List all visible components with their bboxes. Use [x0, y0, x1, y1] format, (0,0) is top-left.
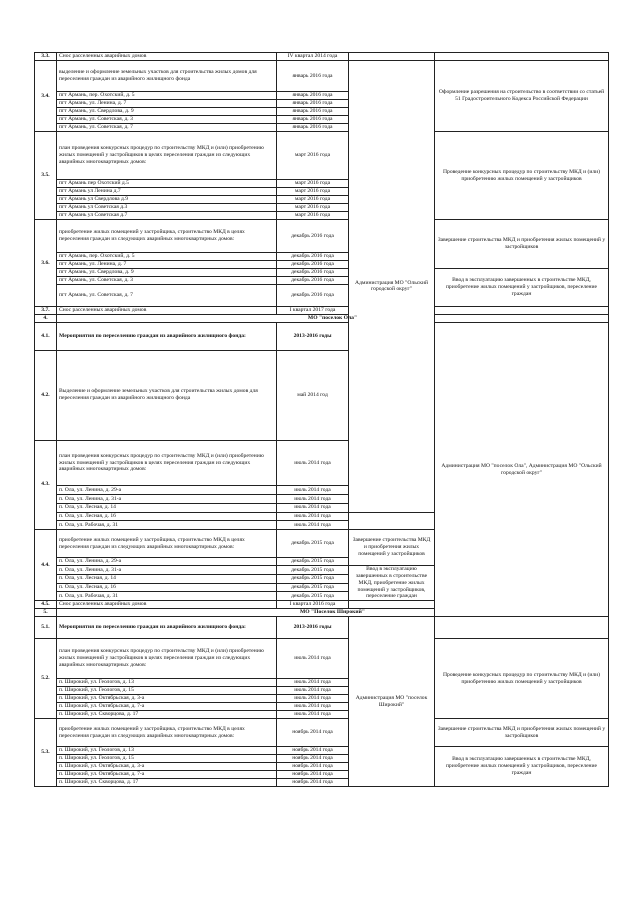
address-cell: пгт Армань, пер. Охотский, д. 5	[57, 253, 277, 261]
measures-table	[34, 52, 609, 787]
section-header	[35, 315, 609, 323]
row-date: июль 2014 года	[277, 440, 349, 486]
row-date: I квартал 2017 года	[277, 307, 349, 315]
row-number: 3.4.	[35, 61, 57, 132]
table-row	[35, 307, 609, 315]
executor-cell: Администрация МО "Ольский городской округ"	[349, 61, 435, 513]
date-cell: декабрь 2015 года	[277, 558, 349, 566]
list-item	[35, 269, 609, 277]
row-text: приобретение жилых помещений у застройщика, строительство МКД в целях переселения граждан из следующих аварийных многоквартирных домов:	[57, 220, 277, 253]
date-cell: декабрь 2016 года	[277, 277, 349, 285]
table-row	[35, 719, 609, 747]
address-cell: п. Широкий, ул. Геологов, д. 13	[57, 747, 277, 755]
result-cell: Проведение конкурсных процедур по строительству МКД и (или) приобретению жилых помещений у застройщиков	[435, 639, 609, 719]
date-cell: декабрь 2015 года	[277, 574, 349, 583]
address-cell: пгт Армань, ул. Свердлова, д. 9	[57, 269, 277, 277]
date-cell: ноябрь 2014 года	[277, 771, 349, 779]
address-cell: п. Ола, ул. Лесная, д. 14	[57, 503, 277, 512]
row-number: 3.7.	[35, 307, 57, 315]
date-cell: ноябрь 2014 года	[277, 763, 349, 771]
address-cell: пгт Армань, ул. Ленина, д. 7	[57, 100, 277, 108]
address-cell: пгт Армань ул Советская д.3	[57, 204, 277, 212]
date-cell: декабрь 2015 года	[277, 583, 349, 592]
date-cell: март 2016 года	[277, 196, 349, 204]
date-cell: март 2016 года	[277, 212, 349, 220]
address-cell: п. Широкий, ул. Геологов, д. 15	[57, 755, 277, 763]
result-cell: Ввод в эксплуатацию завершенных в строительстве МКД, приобретение жилых помещений у застройщиков, переселение граждан	[435, 269, 609, 307]
row-text: Снос расселенных аварийных домов	[57, 307, 277, 315]
address-cell: п. Ола, ул. Рабочая, д. 31	[57, 521, 277, 530]
row-text: выделение и оформление земельных участков для строительства жилых домов для переселения граждан из аварийного жилищного фонда	[57, 61, 277, 92]
row-number: 5.1.	[35, 617, 57, 639]
list-item	[35, 747, 609, 755]
date-cell: декабрь 2016 года	[277, 269, 349, 277]
row-date: IV квартал 2014 года	[277, 53, 349, 61]
row-number: 5.3.	[35, 719, 57, 787]
row-number: 5.2.	[35, 639, 57, 719]
date-cell: ноябрь 2014 года	[277, 755, 349, 763]
address-cell: п. Широкий, ул. Геологов, д. 13	[57, 679, 277, 687]
row-date: июль 2014 года	[277, 639, 349, 679]
address-cell: пгт Армань пер Охотский д.5	[57, 180, 277, 188]
row-date: декабрь 2015 года	[277, 530, 349, 558]
date-cell: июль 2014 года	[277, 521, 349, 530]
address-cell: п. Широкий, ул. Геологов, д. 15	[57, 687, 277, 695]
date-cell: ноябрь 2014 года	[277, 779, 349, 787]
table-row	[35, 617, 609, 639]
document-page	[34, 52, 608, 787]
address-cell: пгт Армань, ул. Советская, д. 7	[57, 285, 277, 307]
executor-cell: Администрация МО "поселок Широкий"	[349, 617, 435, 787]
date-cell: декабрь 2016 года	[277, 253, 349, 261]
row-text: Мероприятия по переселению граждан из аварийного жилищного фонда:	[57, 323, 277, 351]
row-text: Выделение и оформление земельных участков для строительства жилых домов для переселения граждан из аварийного жилищного фонда	[57, 351, 277, 441]
address-cell: пгт Армань ул Советская д.7	[57, 212, 277, 220]
row-date: март 2016 года	[277, 132, 349, 180]
row-number: 4.4.	[35, 530, 57, 601]
address-cell: пгт Армань, ул. Свердлова, д. 9	[57, 108, 277, 116]
row-text: план проведения конкурсных процедур по строительству МКД и (или) приобретению жилых помещений у застройщиков в целях переселения граждан из следующих аварийных многоквартирных домов:	[57, 639, 277, 679]
date-cell: июль 2014 года	[277, 711, 349, 719]
row-text: Снос расселенных аварийных домов	[57, 53, 277, 61]
date-cell: июль 2014 года	[277, 695, 349, 703]
date-cell: июль 2014 года	[277, 687, 349, 695]
row-number: 3.3.	[35, 53, 57, 61]
result-cell: Оформление разрешения на строительство в соответствии со статьей 51 Градостроительного Кодекса Российской Федерации	[435, 61, 609, 132]
date-cell: январь 2016 года	[277, 92, 349, 100]
row-number: 3.5.	[35, 132, 57, 220]
address-cell: п. Широкий, ул. Октябрьская, д. 7-а	[57, 771, 277, 779]
table-row	[35, 53, 609, 61]
address-cell: п. Ола, ул. Лесная, д. 14	[57, 574, 277, 583]
address-cell: п. Широкий, ул. Октябрьская, д. 7-а	[57, 703, 277, 711]
address-cell: п. Широкий, ул. Скворцова, д. 17	[57, 711, 277, 719]
date-cell: декабрь 2016 года	[277, 261, 349, 269]
result-cell: Завершение строительства МКД и приобретения жилых помещений у застройщиков	[349, 530, 435, 566]
executor-cell: Администрация МО "поселок Ола", Администрация МО "Ольский городской округ"	[435, 323, 609, 617]
result-cell: Проведение конкурсных процедур по строительству МКД и (или) приобретению жилых помещений у застройщиков	[435, 132, 609, 220]
row-number: 3.6.	[35, 220, 57, 307]
row-number: 4.1.	[35, 323, 57, 351]
address-cell: п. Широкий, ул. Октябрьская, д. 3-а	[57, 695, 277, 703]
address-cell: п. Ола, ул. Ленина, д. 31-а	[57, 566, 277, 575]
row-date: ноябрь 2014 года	[277, 719, 349, 747]
result-cell: Ввод в эксплуатацию завершенных в строительстве МКД, приобретение жилых помещений у застройщиков, переселение граждан	[349, 566, 435, 601]
row-date: I квартал 2016 года	[277, 601, 349, 609]
date-cell: январь 2016 года	[277, 124, 349, 132]
date-cell: март 2016 года	[277, 180, 349, 188]
address-cell: п. Ола, ул. Рабочая, д. 31	[57, 592, 277, 601]
section-title: МО "поселок Ола"	[57, 315, 609, 323]
row-number: 4.3.	[35, 440, 57, 530]
date-cell: март 2016 года	[277, 188, 349, 196]
address-cell: пгт Армань ул Свердлова д.9	[57, 196, 277, 204]
address-cell: п. Ола, ул. Ленина, д. 29-а	[57, 486, 277, 495]
section-number: 4.	[35, 315, 57, 323]
row-text: план проведения конкурсных процедур по строительству МКД и (или) приобретению жилых помещений у застройщиков в целях переселения граждан из следующих аварийных многоквартирных домов:	[57, 440, 277, 486]
address-cell: п. Широкий, ул. Скворцова, д. 17	[57, 779, 277, 787]
address-cell: пгт Армань, ул. Советская, д. 3	[57, 277, 277, 285]
row-date: 2013-2016 годы	[277, 323, 349, 351]
date-cell: ноябрь 2014 года	[277, 747, 349, 755]
row-date: 2013-2016 годы	[277, 617, 349, 639]
section-header	[35, 609, 609, 617]
row-text: приобретение жилых помещений у застройщика, строительство МКД в целях переселения граждан из следующих аварийных многоквартирных домов:	[57, 719, 277, 747]
row-text: план проведения конкурсных процедур по строительству МКД и (или) приобретению жилых помещений у застройщиков в целях переселения граждан из следующих аварийных многоквартирных домов:	[57, 132, 277, 180]
table-row	[35, 132, 609, 180]
section-title: МО "Поселок Широкий"	[57, 609, 609, 617]
date-cell: июль 2014 года	[277, 512, 349, 521]
row-text: Снос расселенных аварийных домов	[57, 601, 277, 609]
date-cell: декабрь 2015 года	[277, 592, 349, 601]
address-cell: пгт Армань, ул. Советская, д. 7	[57, 124, 277, 132]
date-cell: январь 2016 года	[277, 116, 349, 124]
row-number: 4.2.	[35, 351, 57, 441]
address-cell: п. Широкий, ул. Октябрьская, д. 3-а	[57, 763, 277, 771]
result-cell: Ввод в эксплуатацию завершенных в строительстве МКД, приобретение жилых помещений у застройщиков, переселение граждан	[435, 747, 609, 787]
row-text: Мероприятия по переселению граждан из аварийного жилищного фонда:	[57, 617, 277, 639]
result-cell: Завершение строительства МКД и приобретения жилых помещений у застройщиков	[435, 220, 609, 269]
address-cell: пгт Армань, ул. Ленина, д. 7	[57, 261, 277, 269]
row-date: январь 2016 года	[277, 61, 349, 92]
table-row	[35, 220, 609, 253]
row-number: 4.5.	[35, 601, 57, 609]
table-row	[35, 61, 609, 92]
address-cell: п. Ола, ул. Ленина, д. 31-а	[57, 495, 277, 504]
date-cell: январь 2016 года	[277, 108, 349, 116]
date-cell: июль 2014 года	[277, 503, 349, 512]
address-cell: пгт Армань, ул. Советская, д. 3	[57, 116, 277, 124]
address-cell: п. Ола, ул. Ленина, д. 29-а	[57, 558, 277, 566]
section-number: 5.	[35, 609, 57, 617]
table-row	[35, 639, 609, 679]
table-row	[35, 323, 609, 351]
date-cell: декабрь 2016 года	[277, 285, 349, 307]
row-text: приобретение жилых помещений у застройщика, строительство МКД в целях переселения граждан из следующих аварийных многоквартирных домов:	[57, 530, 277, 558]
date-cell: январь 2016 года	[277, 100, 349, 108]
address-cell: пгт Армань, пер. Охотский, д. 5	[57, 92, 277, 100]
address-cell: п. Ола, ул. Лесная, д. 16	[57, 512, 277, 521]
date-cell: декабрь 2015 года	[277, 566, 349, 575]
address-cell: п. Ола, ул. Лесная, д. 16	[57, 583, 277, 592]
date-cell: июль 2014 года	[277, 486, 349, 495]
address-cell: пгт Армань ул Ленина д.7	[57, 188, 277, 196]
date-cell: март 2016 года	[277, 204, 349, 212]
result-cell: Завершение строительства МКД и приобретения жилых помещений у застройщиков	[435, 719, 609, 747]
row-date: май 2014 год	[277, 351, 349, 441]
row-date: декабрь 2016 года	[277, 220, 349, 253]
date-cell: июль 2014 года	[277, 679, 349, 687]
date-cell: июль 2014 года	[277, 495, 349, 504]
date-cell: июль 2014 года	[277, 703, 349, 711]
